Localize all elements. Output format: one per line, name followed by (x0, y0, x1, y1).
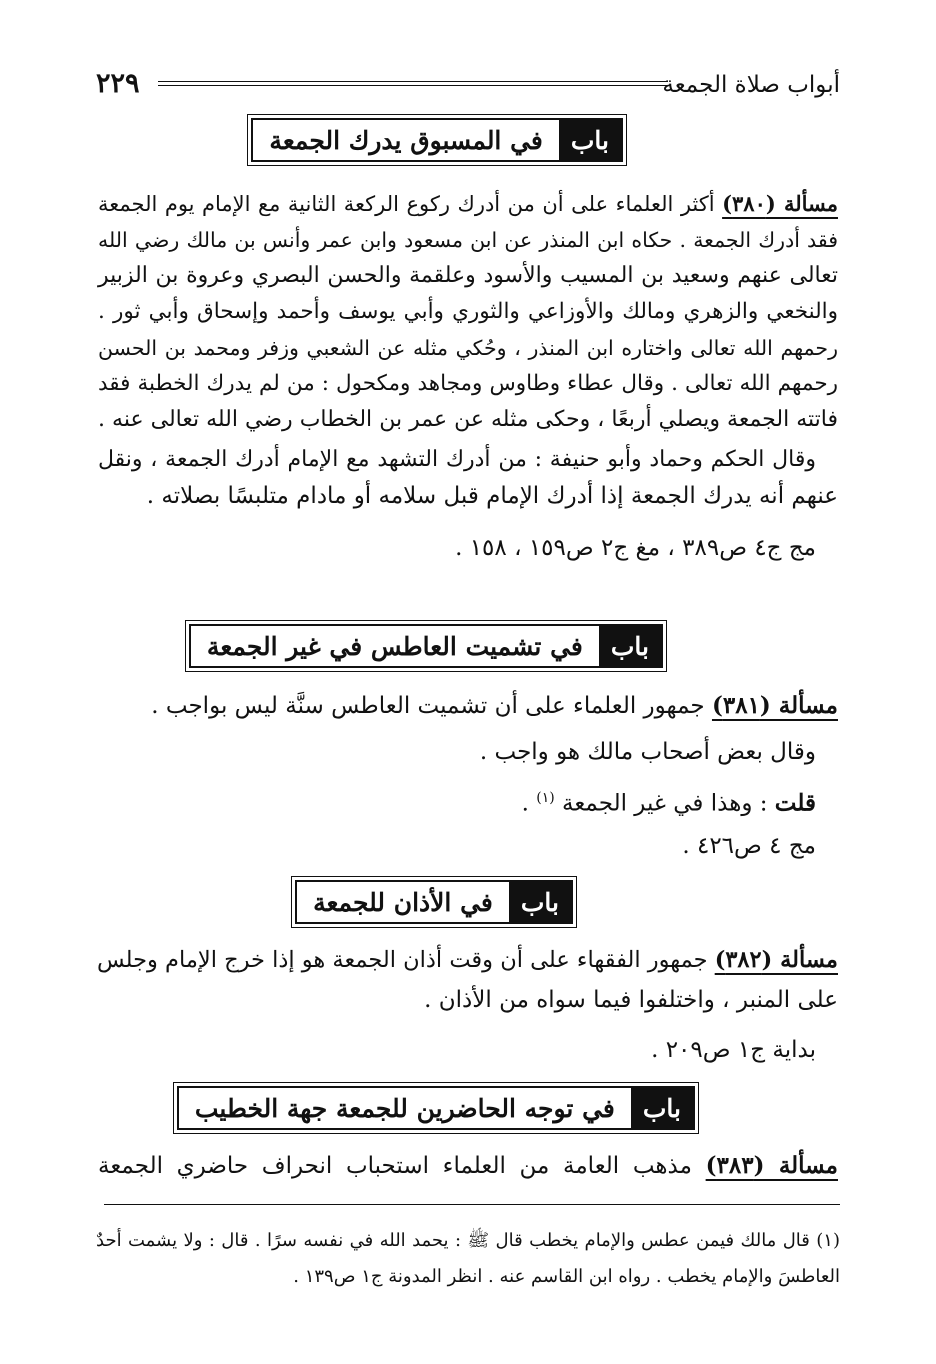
masala-label: مسألة (٣٨٠) (722, 191, 838, 216)
paragraph-line (98, 1148, 838, 1184)
paragraph-line: وقال الحكم وحماد وأبو حنيفة : من أدرك التشهد مع الإمام أدرك الجمعة ، ونقل (98, 447, 816, 472)
paragraph-line (151, 688, 838, 724)
chapter-label: باب (631, 1088, 693, 1128)
reference-line: مج ج٤ ص٣٨٩ ، مغ ج٢ ص١٥٩ ، ١٥٨ . (455, 535, 816, 561)
page-number: ٢٢٩ (96, 68, 140, 99)
chapter-label: باب (509, 882, 571, 922)
paragraph-line: على المنبر ، واختلفوا فيما سواه من الأذان . (424, 987, 838, 1013)
paragraph-line: رحمهم الله تعالى . وقال عطاء وطاوس ومجاهد ومكحول : من لم يدرك الخطبة فقد (98, 371, 838, 396)
paragraph-line: عنهم أنه يدرك الجمعة إذا أدرك الإمام قبل سلامه أو مادام متلبسًا بصلاته . (146, 483, 838, 509)
reference-line: بداية ج١ ص٢٠٩ . (651, 1037, 816, 1063)
paragraph-line: وقال بعض أصحاب مالك هو واجب . (479, 739, 816, 765)
qult-end: . (521, 790, 537, 817)
paragraph-line (98, 186, 838, 222)
masala-label: مسألة (٣٨٢) (714, 947, 838, 973)
footnote-line: (١) قال مالك فيمن عطس والإمام يخطب قال ﷺ : يحمد الله في نفسه سرًا . قال : ولا يشمت أحدٌ (96, 1230, 840, 1251)
reference-line: مج ٤ ص٤٢٦ . (682, 833, 816, 859)
chapter-heading (189, 624, 663, 668)
chapter-title: في المسبوق يدرك الجمعة (269, 125, 543, 155)
masala-label: مسألة (٣٨١) (711, 692, 838, 719)
line-text: أكثر العلماء على أن من أدرك ركوع الركعة الثانية مع الإمام يوم الجمعة (98, 192, 715, 216)
line-text: مذهب العامة من العلماء استحباب انحراف حاضري الجمعة (98, 1153, 692, 1179)
chapter-title: في الأذان للجمعة (313, 887, 493, 917)
paragraph-line: والنخعي والزهري ومالك والأوزاعي والثوري وأبي يوسف وأحمد وإسحاق وأبي ثور . (98, 299, 838, 324)
masala-label: مسألة (٣٨٣) (705, 1152, 838, 1179)
line-text: جمهور الفقهاء على أن وقت أذان الجمعة هو إذا خرج الإمام وجلس (96, 947, 708, 973)
qult-text: : وهذا في غير الجمعة (562, 790, 768, 817)
paragraph-line: رحمهم الله تعالى واختاره ابن المنذر ، وحُكي مثله عن الشعبي وزفر ومحمد بن الحسن (98, 336, 838, 360)
paragraph-line: فقد أدرك الجمعة . حكاه ابن المنذر عن ابن مسعود وابن عمر وأنس بن مالك رضي الله (98, 228, 838, 252)
chapter-label: باب (599, 626, 661, 666)
paragraph-line (522, 780, 816, 822)
chapter-heading (251, 118, 623, 162)
header-rule (158, 81, 668, 86)
chapter-title: في تشميت العاطس في غير الجمعة (206, 631, 583, 661)
chapter-heading (295, 880, 573, 924)
footnote-marker: (١) (536, 790, 555, 806)
footnote-line: العاطسَ والإمام يخطب . رواه ابن القاسم عنه . انظر المدونة ج١ ص١٣٩ . (293, 1266, 840, 1287)
line-text: جمهور العلماء على أن تشميت العاطس سنَّة ليس بواجب . (151, 693, 705, 719)
chapter-label: باب (559, 120, 621, 160)
header-title: أبواب صلاة الجمعة (662, 72, 840, 98)
chapter-title: في توجه الحاضرين للجمعة جهة الخطيب (194, 1093, 615, 1123)
chapter-heading (177, 1086, 695, 1130)
qult-label: قلت (774, 789, 816, 817)
paragraph-line (98, 942, 838, 978)
footnote-rule (104, 1204, 840, 1205)
paragraph-line: تعالى عنهم وسعيد بن المسيب والأسود وعلقمة والحسن البصري وعروة بن الزبير (98, 263, 838, 288)
paragraph-line: فاتته الجمعة ويصلي أربعًا ، وحكى مثله عن عمر بن الخطاب رضي الله تعالى عنه . (98, 407, 838, 432)
running-header (96, 66, 840, 106)
